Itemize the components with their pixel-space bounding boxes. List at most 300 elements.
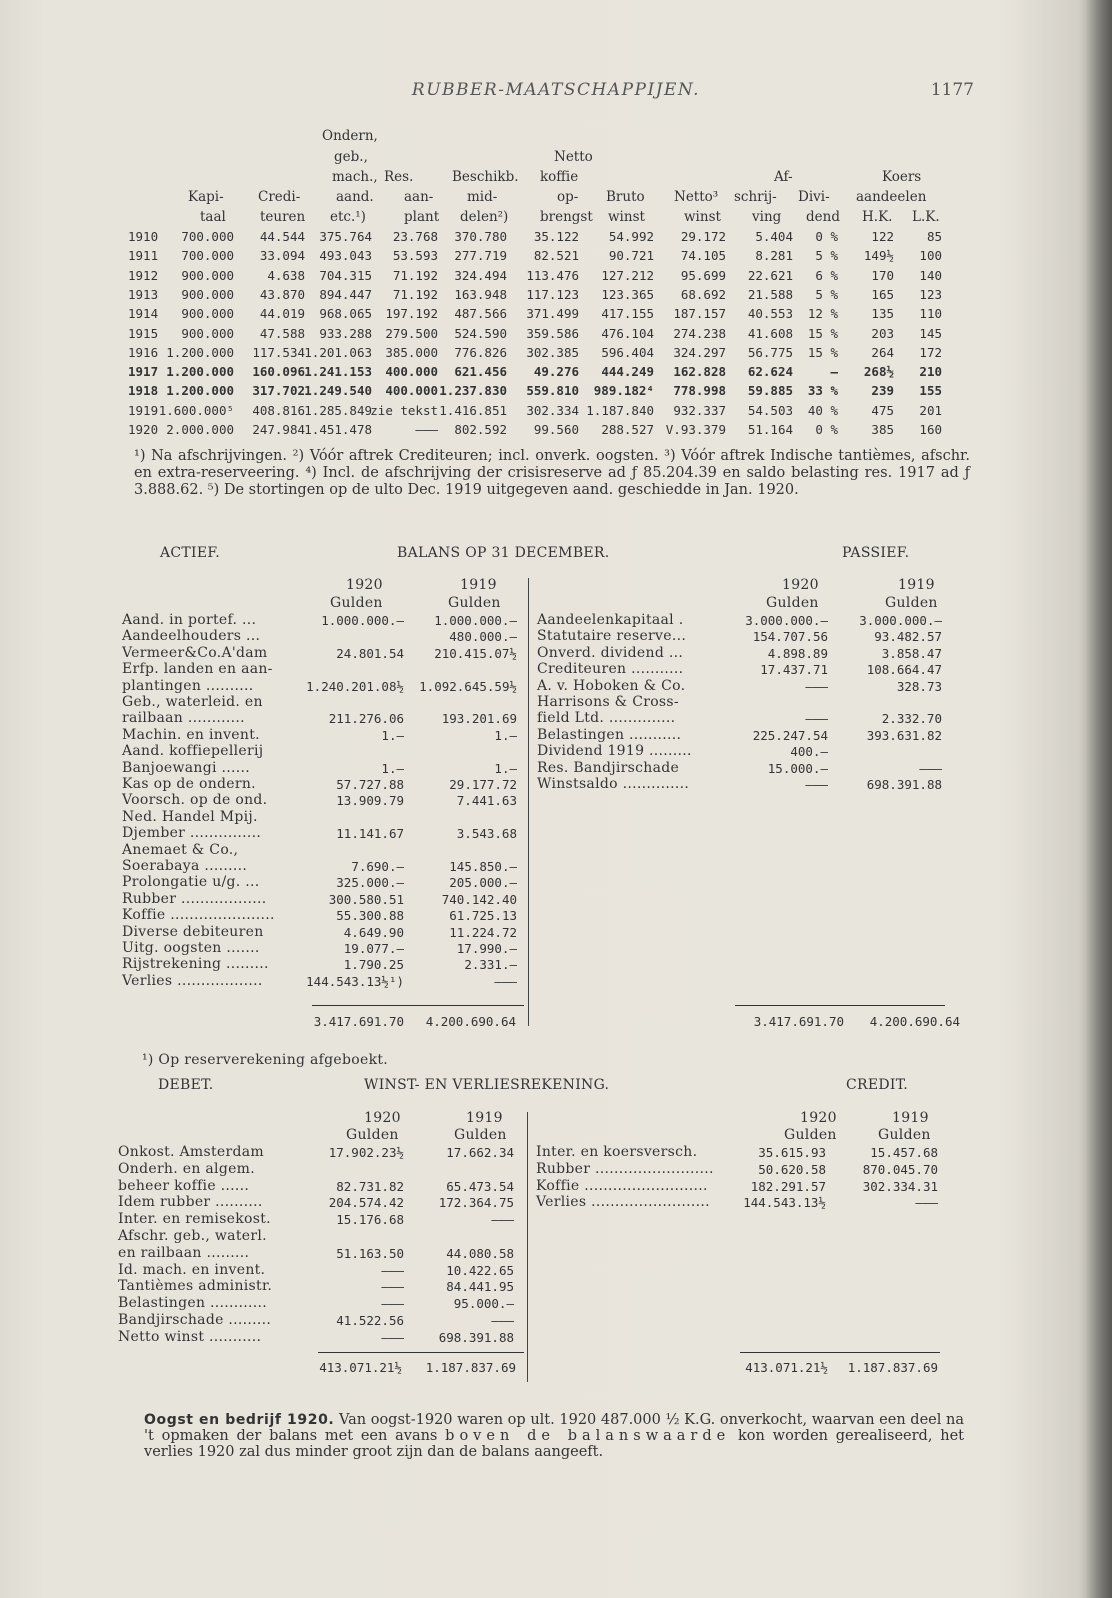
history-cell-mach: 1.201.063 <box>304 344 372 360</box>
history-cell-lk: 85 <box>926 229 942 244</box>
bal-total-right-1919: 4.200.690.64 <box>869 1014 960 1029</box>
history-cell-besch: 163.948 <box>454 286 507 302</box>
bal-left-label: Ned. Handel Mpij. <box>122 808 258 825</box>
history-col-heading: Credi- <box>258 189 301 205</box>
bal-left-label: Erfp. landen en aan- <box>122 661 273 678</box>
bal-left-value-1919: 480.000.— <box>449 629 517 645</box>
history-cell-lk: 160 <box>919 422 942 437</box>
bal-right-value-1919: 108.664.47 <box>866 662 942 678</box>
history-col-heading: dend <box>806 209 840 225</box>
history-cell-y: 1915 <box>128 325 159 341</box>
closing-spaced-text: boven de balanswaarde <box>445 1428 731 1444</box>
bal-year-right-2: 1919 <box>898 577 935 593</box>
bal-year-left-1: 1920 <box>346 577 383 593</box>
pl-left-value-1920: ——— <box>381 1329 404 1345</box>
history-cell-besch: 370.780 <box>454 229 507 244</box>
history-cell-cred: 33.094 <box>259 248 305 264</box>
history-cell-koffie: 359.586 <box>526 325 579 341</box>
bal-left-label: Aand. in portef. ... <box>122 612 257 628</box>
pl-left-label: Onderh. en algem. <box>118 1160 255 1177</box>
history-cell-y: 1920 <box>128 422 159 437</box>
bal-unit-right-1: Gulden <box>766 595 819 611</box>
pl-right-value-1919: ——— <box>915 1195 938 1211</box>
bal-left-label: Uitg. oogsten ....... <box>122 940 260 956</box>
history-col-heading: Bruto <box>606 189 645 205</box>
bal-left-label: Verlies .................. <box>122 972 263 989</box>
history-col-heading: Koers <box>882 169 922 185</box>
history-cell-kap: 700.000 <box>181 229 234 244</box>
bal-left-label: Djember ............... <box>122 825 262 842</box>
pl-left-value-1920: ——— <box>381 1279 404 1295</box>
pl-title: WINST- EN VERLIESREKENING. <box>364 1077 610 1093</box>
bal-left-label: Vermeer&Co.A'dam <box>122 644 268 661</box>
pl-left-value-1920: 82.731.82 <box>336 1178 404 1194</box>
pl-right-value-1919: 15.457.68 <box>870 1145 938 1160</box>
history-col-heading: Divi- <box>798 189 830 205</box>
history-col-heading: etc.¹) <box>330 209 366 225</box>
history-cell-kap: 700.000 <box>181 248 234 264</box>
bal-right-value-1920: 225.247.54 <box>752 727 828 743</box>
bal-right-label: Onverd. dividend ... <box>537 644 684 661</box>
bal-left-value-1919: 1.— <box>494 760 517 776</box>
bal-left-value-1919: 17.990.— <box>456 941 517 956</box>
bal-left-label: Machin. en invent. <box>122 726 260 743</box>
bal-left-value-1920: 300.580.51 <box>328 891 404 907</box>
history-cell-bruto: 1.187.840 <box>586 402 654 418</box>
bal-right-label: Crediteuren ........... <box>537 661 684 678</box>
pl-left-label: Bandjirschade ......... <box>118 1312 272 1328</box>
history-cell-y: 1916 <box>128 344 159 360</box>
pl-left-value-1920: 204.574.42 <box>328 1195 404 1211</box>
pl-unit-right-2: Gulden <box>878 1127 931 1143</box>
history-cell-besch: 621.456 <box>454 364 507 380</box>
history-cell-cred: 247.984 <box>252 422 305 437</box>
closing-heading: Oogst en bedrijf 1920. <box>144 1412 335 1428</box>
bal-right-value-1920: ——— <box>805 711 828 727</box>
bal-left-label: Anemaet & Co., <box>122 841 239 858</box>
pl-left-value-1919: 44.080.58 <box>446 1245 514 1261</box>
history-cell-afs: 54.503 <box>747 402 793 418</box>
pl-left-label: Netto winst ........... <box>118 1328 262 1345</box>
history-cell-mach: 1.241.153 <box>304 364 372 380</box>
pl-left-value-1920: ——— <box>381 1296 404 1312</box>
history-col-heading: mid- <box>467 189 498 205</box>
history-col-heading: aand. <box>336 189 374 205</box>
bal-right-value-1919: 2.332.70 <box>881 711 942 727</box>
history-cell-koffie: 302.385 <box>526 344 579 360</box>
history-cell-bruto: 90.721 <box>608 248 654 264</box>
history-cell-bruto: 127.212 <box>601 267 654 283</box>
history-cell-lk: 110 <box>919 306 942 322</box>
history-cell-mach: 1.249.540 <box>304 383 372 399</box>
history-cell-div: 33 % <box>807 383 838 399</box>
history-cell-netto: 778.998 <box>673 383 726 399</box>
pl-total-rule-left <box>318 1352 524 1353</box>
history-cell-lk: 210 <box>919 364 942 380</box>
bal-left-value-1919: 740.142.40 <box>441 891 517 907</box>
pl-right-value-1920: 35.615.93 <box>758 1145 826 1160</box>
history-cell-netto: 74.105 <box>680 248 726 264</box>
history-cell-div: 0 % <box>815 229 838 244</box>
history-cell-besch: 802.592 <box>454 422 507 437</box>
history-cell-kap: 2.000.000 <box>166 422 234 437</box>
pl-left-value-1920: ——— <box>381 1262 404 1278</box>
pl-total-left-1919: 1.187.837.69 <box>425 1360 516 1375</box>
history-cell-kap: 1.200.000 <box>166 383 234 399</box>
history-cell-div: 6 % <box>815 267 838 283</box>
history-cell-hk: 264 <box>871 344 894 360</box>
history-col-heading: H.K. <box>862 209 893 225</box>
history-cell-netto: V.93.379 <box>665 422 726 437</box>
pl-left-label: Afschr. geb., waterl. <box>118 1228 267 1244</box>
history-cell-bruto: 54.992 <box>608 229 654 244</box>
bal-right-value-1920: ——— <box>805 777 828 792</box>
pl-right-label: Inter. en koersversch. <box>536 1144 698 1160</box>
history-cell-mach: 1.451.478 <box>304 422 372 437</box>
history-cell-res: 400.000 <box>385 364 438 380</box>
history-cell-mach: 704.315 <box>319 267 372 283</box>
bal-left-value-1920: 19.077.— <box>343 941 404 956</box>
pl-unit-left-2: Gulden <box>454 1127 507 1143</box>
history-cell-lk: 172 <box>919 344 942 360</box>
bal-left-value-1919: 145.850.— <box>449 859 517 874</box>
history-cell-hk: 239 <box>871 383 894 399</box>
history-col-heading: plant <box>404 209 440 225</box>
bal-year-right-1: 1920 <box>782 577 819 593</box>
history-cell-mach: 375.764 <box>319 229 372 244</box>
pl-left-label: Idem rubber .......... <box>118 1194 263 1211</box>
history-cell-y: 1913 <box>128 286 159 302</box>
bal-left-label: Soerabaya ......... <box>122 858 248 874</box>
pl-left-value-1919: 698.391.88 <box>438 1329 514 1345</box>
history-col-heading: delen²) <box>460 209 509 225</box>
bal-left-value-1919: 1.— <box>494 727 517 743</box>
history-cell-res: 197.192 <box>385 306 438 322</box>
history-cell-cred: 408.816 <box>252 402 305 418</box>
history-cell-lk: 201 <box>919 402 942 418</box>
balance-footnote: ¹) Op reserverekening afgeboekt. <box>142 1052 389 1068</box>
pl-total-right-1919: 1.187.837.69 <box>847 1360 938 1375</box>
balance-title: BALANS OP 31 DECEMBER. <box>397 545 610 561</box>
bal-unit-left-1: Gulden <box>330 595 383 611</box>
pl-left-value-1919: 17.662.34 <box>446 1145 514 1160</box>
bal-right-value-1919: 93.482.57 <box>874 629 942 645</box>
bal-right-value-1920: 400.— <box>790 744 828 760</box>
history-cell-hk: 135 <box>871 306 894 322</box>
pl-left-value-1919: 95.000.— <box>453 1296 514 1312</box>
bal-right-value-1919: 3.000.000.— <box>859 613 942 628</box>
history-cell-cred: 43.870 <box>259 286 305 302</box>
bal-right-label: Winstsaldo .............. <box>537 776 690 792</box>
history-cell-besch: 324.494 <box>454 267 507 283</box>
pl-left-label: en railbaan ......... <box>118 1244 250 1261</box>
history-cell-kap: 1.200.000 <box>166 364 234 380</box>
pl-left-label: Inter. en remisekost. <box>118 1211 271 1228</box>
pl-right-value-1920: 144.543.13½ <box>743 1195 826 1211</box>
running-title: RUBBER-MAATSCHAPPIJEN. <box>411 80 701 100</box>
history-cell-y: 1918 <box>128 383 159 399</box>
history-cell-koffie: 35.122 <box>533 229 579 244</box>
closing-paragraph <box>144 1412 964 1460</box>
bal-year-left-2: 1919 <box>460 577 497 593</box>
bal-left-value-1920: 13.909.79 <box>336 793 404 809</box>
history-cell-cred: 44.544 <box>259 229 305 244</box>
bal-right-value-1919: 328.73 <box>896 678 942 694</box>
history-col-heading: winst <box>684 209 721 225</box>
history-cell-lk: 123 <box>919 286 942 302</box>
history-cell-mach: 968.065 <box>319 306 372 322</box>
pl-left-label: Belastingen ............ <box>118 1295 268 1312</box>
history-cell-res: 400.000 <box>385 383 438 399</box>
history-cell-lk: 100 <box>919 248 942 264</box>
bal-right-label: Aandeelenkapitaal . <box>537 612 684 628</box>
bal-unit-right-2: Gulden <box>885 595 938 611</box>
bal-left-label: Prolongatie u/g. ... <box>122 874 260 891</box>
history-cell-kap: 900.000 <box>181 325 234 341</box>
bal-left-label: plantingen .......... <box>122 677 254 694</box>
history-cell-kap: 900.000 <box>181 286 234 302</box>
history-cell-afs: 8.281 <box>755 248 793 264</box>
history-cell-res: 279.500 <box>385 325 438 341</box>
bal-left-label: Aand. koffiepellerij <box>122 743 264 760</box>
bal-total-left-1920: 3.417.691.70 <box>313 1014 404 1029</box>
pl-left-value-1919: ——— <box>491 1313 514 1328</box>
history-col-heading: koffie <box>540 169 579 185</box>
history-cell-y: 1914 <box>128 306 159 322</box>
bal-right-value-1919: 698.391.88 <box>866 777 942 792</box>
passief-heading: PASSIEF. <box>842 545 910 561</box>
history-cell-besch: 277.719 <box>454 248 507 264</box>
pl-left-value-1920: 15.176.68 <box>336 1212 404 1228</box>
bal-total-left-1919: 4.200.690.64 <box>425 1014 516 1029</box>
history-cell-koffie: 371.499 <box>526 306 579 322</box>
pl-left-value-1919: 10.422.65 <box>446 1262 514 1278</box>
bal-right-value-1920: 4.898.89 <box>767 645 828 661</box>
history-cell-hk: 268½ <box>863 364 894 380</box>
history-cell-hk: 165 <box>871 286 894 302</box>
pl-left-label: Onkost. Amsterdam <box>118 1144 264 1160</box>
history-cell-netto: 162.828 <box>673 364 726 380</box>
history-cell-res: ——— <box>415 422 438 437</box>
bal-right-label: field Ltd. .............. <box>537 710 676 727</box>
bal-right-label: Belastingen ........... <box>537 726 682 743</box>
pl-right-label: Rubber ......................... <box>536 1160 714 1177</box>
history-cell-besch: 1.237.830 <box>439 383 507 399</box>
history-cell-mach: 493.043 <box>319 248 372 264</box>
bal-right-label: A. v. Hoboken & Co. <box>537 677 686 694</box>
bal-right-label: Statutaire reserve... <box>537 628 687 645</box>
pl-right-label: Koffie .......................... <box>536 1177 708 1194</box>
bal-left-value-1920: 7.690.— <box>351 859 404 874</box>
history-cell-netto: 68.692 <box>680 286 726 302</box>
history-cell-div: 5 % <box>815 286 838 302</box>
pl-right-value-1920: 182.291.57 <box>750 1178 826 1194</box>
history-cell-koffie: 99.560 <box>533 422 579 437</box>
history-cell-koffie: 302.334 <box>526 402 579 418</box>
bal-right-label: Dividend 1919 ......... <box>537 743 692 760</box>
bal-left-value-1919: 11.224.72 <box>449 924 517 940</box>
bal-right-value-1920: 3.000.000.— <box>745 613 828 628</box>
bal-right-value-1919: 3.858.47 <box>881 645 942 661</box>
pl-right-value-1920: 50.620.58 <box>758 1161 826 1177</box>
bal-left-label: railbaan ............ <box>122 710 245 727</box>
bal-left-value-1920: 144.543.13½¹) <box>306 973 404 989</box>
bal-left-value-1919: 29.177.72 <box>449 777 517 792</box>
bal-left-value-1919: 205.000.— <box>449 875 517 891</box>
bal-right-value-1919: 393.631.82 <box>866 727 942 743</box>
closing-text-1: Van oogst-1920 waren op ult. 1920 487.000 ½ K.G. onverkocht, waarvan een deel na 't opmaken der balans met een avans <box>144 1412 964 1444</box>
history-cell-afs: 59.885 <box>747 383 793 399</box>
history-cell-hk: 203 <box>871 325 894 341</box>
bal-left-value-1919: 193.201.69 <box>441 711 517 727</box>
history-cell-div: 15 % <box>807 325 838 341</box>
history-cell-div: 0 % <box>815 422 838 437</box>
bal-total-right-1920: 3.417.691.70 <box>753 1014 844 1029</box>
bal-right-value-1920: 17.437.71 <box>760 662 828 678</box>
pl-left-label: beheer koffie ...... <box>118 1177 250 1194</box>
bal-right-value-1920: 154.707.56 <box>752 629 828 645</box>
history-cell-cred: 4.638 <box>267 267 305 283</box>
bal-left-label: Kas op de ondern. <box>122 776 256 792</box>
bal-left-label: Geb., waterleid. en <box>122 694 263 710</box>
history-footnotes: ¹) Na afschrijvingen. ²) Vóór aftrek Crediteuren; incl. onverk. oogsten. ³) Vóór aftrek Indische tantièmes, afschr. en extra-reserveering. ⁴) Incl. de afschrijving der crisisreserve ad ƒ 85.204.39 en saldo belasting res. 1917 ad ƒ 3.888.62. ⁵) De stortingen op de ulto Dec. 1919 uitgegeven aand. geschiedde in Jan. 1920. <box>134 448 970 498</box>
history-cell-cred: 47.588 <box>259 325 305 341</box>
pl-left-value-1919: 172.364.75 <box>438 1195 514 1211</box>
bal-left-value-1920: 211.276.06 <box>328 711 404 727</box>
pl-year-right-1: 1920 <box>800 1110 837 1126</box>
history-cell-besch: 524.590 <box>454 325 507 341</box>
page-number: 1177 <box>930 80 974 100</box>
pl-left-value-1920: 51.163.50 <box>336 1245 404 1261</box>
history-cell-bruto: 444.249 <box>601 364 654 380</box>
history-cell-koffie: 49.276 <box>533 364 579 380</box>
pl-unit-left-1: Gulden <box>346 1127 399 1143</box>
history-cell-besch: 1.416.851 <box>439 402 507 418</box>
history-cell-y: 1912 <box>128 267 159 283</box>
bal-left-label: Rijstrekening ......... <box>122 956 269 973</box>
history-col-heading: aandeelen <box>856 189 927 205</box>
history-cell-y: 1919 <box>128 402 159 418</box>
bal-right-label: Harrisons & Cross- <box>537 694 679 710</box>
history-cell-res: 71.192 <box>392 286 438 302</box>
bal-left-value-1919: 7.441.63 <box>456 793 517 809</box>
history-cell-hk: 385 <box>871 422 894 437</box>
pl-right-value-1919: 870.045.70 <box>862 1161 938 1177</box>
history-cell-hk: 475 <box>871 402 894 418</box>
history-cell-bruto: 596.404 <box>601 344 654 360</box>
bal-left-label: Banjoewangi ...... <box>122 759 251 776</box>
bal-left-label: Aandeelhouders ... <box>122 628 261 645</box>
pl-year-left-1: 1920 <box>364 1110 401 1126</box>
history-cell-koffie: 559.810 <box>526 383 579 399</box>
history-cell-bruto: 123.365 <box>601 286 654 302</box>
history-cell-hk: 170 <box>871 267 894 283</box>
bal-left-label: Koffie ...................... <box>122 907 275 924</box>
pl-right-value-1919: 302.334.31 <box>862 1178 938 1194</box>
history-cell-res: 23.768 <box>392 229 438 244</box>
pl-right-label: Verlies ......................... <box>536 1194 710 1211</box>
history-col-heading: teuren <box>260 209 306 225</box>
pl-left-value-1920: 17.902.23½ <box>328 1145 404 1160</box>
bal-left-value-1920: 11.141.67 <box>336 826 404 842</box>
pl-divider <box>527 1112 528 1382</box>
history-cell-res: 385.000 <box>385 344 438 360</box>
bal-left-label: Rubber .................. <box>122 890 267 907</box>
bal-left-value-1919: 3.543.68 <box>456 826 517 842</box>
history-cell-div: 40 % <box>807 402 838 418</box>
history-cell-koffie: 82.521 <box>533 248 579 264</box>
history-cell-res: zie tekst <box>370 402 438 418</box>
history-cell-bruto: 989.182⁴ <box>593 383 654 399</box>
history-cell-cred: 317.702 <box>252 383 305 399</box>
history-cell-netto: 274.238 <box>673 325 726 341</box>
history-cell-besch: 487.566 <box>454 306 507 322</box>
history-col-heading: brengst <box>540 209 593 225</box>
pl-year-left-2: 1919 <box>466 1110 503 1126</box>
history-cell-netto: 95.699 <box>680 267 726 283</box>
history-cell-netto: 324.297 <box>673 344 726 360</box>
bal-right-label: Res. Bandjirschade <box>537 759 680 776</box>
history-cell-netto: 29.172 <box>680 229 726 244</box>
bal-unit-left-2: Gulden <box>448 595 501 611</box>
history-cell-kap: 900.000 <box>181 306 234 322</box>
pl-left-value-1919: 65.473.54 <box>446 1178 514 1194</box>
history-col-heading: Netto <box>554 149 593 165</box>
history-cell-mach: 894.447 <box>319 286 372 302</box>
bal-left-value-1920: 1.— <box>381 727 404 743</box>
history-cell-cred: 117.534 <box>252 344 305 360</box>
history-cell-netto: 187.157 <box>673 306 726 322</box>
bal-left-value-1919: 1.092.645.59½ <box>419 678 517 694</box>
pl-total-right-1920: 413.071.21½ <box>745 1360 828 1375</box>
history-cell-res: 53.593 <box>392 248 438 264</box>
history-cell-besch: 776.826 <box>454 344 507 360</box>
bal-left-value-1919: 2.331.— <box>464 957 517 973</box>
history-cell-y: 1911 <box>128 248 159 264</box>
history-cell-afs: 41.608 <box>747 325 793 341</box>
history-col-heading: schrij- <box>734 189 777 205</box>
bal-left-value-1919: 61.725.13 <box>449 908 517 924</box>
bal-left-value-1920: 1.— <box>381 760 404 776</box>
bal-left-value-1919: ——— <box>494 973 517 989</box>
history-col-heading: op- <box>557 189 579 205</box>
bal-left-value-1920: 4.649.90 <box>343 924 404 940</box>
history-cell-lk: 145 <box>919 325 942 341</box>
history-col-heading: Res. <box>384 169 414 185</box>
history-col-heading: ving <box>752 209 782 225</box>
bal-left-value-1920: 1.000.000.— <box>321 613 404 628</box>
bal-left-value-1920: 57.727.88 <box>336 777 404 792</box>
history-col-heading: aan- <box>404 189 434 205</box>
history-cell-kap: 900.000 <box>181 267 234 283</box>
pl-left-label: Tantièmes administr. <box>118 1278 273 1295</box>
history-col-heading: winst <box>608 209 645 225</box>
history-cell-afs: 40.553 <box>747 306 793 322</box>
history-cell-afs: 51.164 <box>747 422 793 437</box>
pl-unit-right-1: Gulden <box>784 1127 837 1143</box>
bal-left-label: Diverse debiteuren <box>122 923 264 940</box>
history-cell-afs: 22.621 <box>747 267 793 283</box>
history-cell-y: 1910 <box>128 229 159 244</box>
history-cell-afs: 56.775 <box>747 344 793 360</box>
history-cell-div: — <box>830 364 838 380</box>
history-col-heading: Af- <box>774 169 793 185</box>
bal-left-value-1919: 1.000.000.— <box>434 613 517 628</box>
credit-heading: CREDIT. <box>846 1077 909 1093</box>
history-cell-bruto: 417.155 <box>601 306 654 322</box>
history-cell-cred: 44.019 <box>259 306 305 322</box>
bal-left-label: Voorsch. op de ond. <box>122 792 268 809</box>
